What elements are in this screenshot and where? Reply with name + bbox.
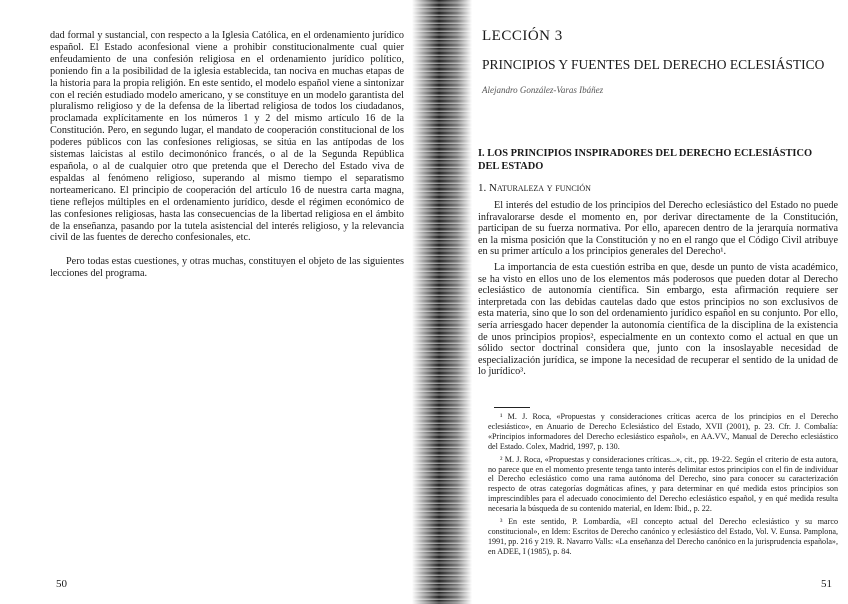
body-paragraph-1: El interés del estudio de los principios del Derecho eclesiástico del Estado no puede infravalorarse desde el momento en, por derivar directamente de la Constitución, participan de su fuerza normativa. Por ello, aparecen dentro de la jerarquía normativa en la misma posición que la Constitución y no en el rango que el Código Civil atribuye en su primer artículo a los principios generales del Derecho¹.	[478, 200, 838, 258]
body-paragraph-2: La importancia de esta cuestión estriba en que, desde un punto de vista académico, se ha visto en ellos uno de los elementos más poderosos que pueden dotar al Derecho eclesiástico de autonomía científica. Sin embargo, esta afirmación requiere ser interpretada con las debidas cautelas dado que estos principios no son exclusivos de esta materia, sino que lo son del ordenamiento jurídico español en su conjunto. Por ello, sería arriesgado hacer depender la autonomía científica de la disciplina de la existencia de unos principios propios², especialmente en un contexto como el actual en que un sólido sector doctrinal considera que, junto con la insoslayable necesidad de especialización jurídica, se impone la necesidad de recuperar el sentido de la unidad de lo jurídico³.	[478, 261, 838, 378]
right-body-text	[478, 200, 838, 378]
footnote-3: ³ En este sentido, P. Lombardía, «El concepto actual del Derecho eclesiástico y su marco constitucional», en Idem: Escritos de Derecho canónico y eclesiástico del Estado, Vol. V. Eunsa. Pamplona, 1991, pp. 216 y 219. R. Navarro Valls: «La enseñanza del Derecho canónico en la jurisprudencia española», en ADEE, I (1985), p. 84.	[488, 517, 838, 556]
lesson-title: LECCIÓN 3	[482, 28, 563, 44]
right-page-number: 51	[821, 578, 832, 590]
left-page-text	[50, 30, 404, 280]
subsection-heading	[478, 182, 591, 194]
author-name: Alejandro González-Varas Ibáñez	[482, 85, 604, 95]
right-page	[420, 0, 848, 604]
footnotes	[488, 412, 838, 560]
chapter-title: PRINCIPIOS Y FUENTES DEL DERECHO ECLESIÁSTICO	[482, 57, 825, 72]
left-page	[0, 0, 420, 604]
footnote-2: ² M. J. Roca, «Propuestas y consideraciones críticas...», cit., pp. 19-22. Según el criterio de esta autora, no parece que en el momento presente tenga tanto interés delimitar estos principios con el fin de individuar el Derecho eclesiástico como una rama autónoma del Derecho, sino para conocer su caracterización respecto de otras categorías dogmáticas afines, y para determinar en qué medida estos principios son imprescindibles para el adecuado conocimiento del Derecho eclesiástico español, y en qué medida resulta necesaria la búsqueda de su contenido material, en Idem: Ibid., p. 22.	[488, 454, 838, 514]
left-page-number: 50	[56, 578, 67, 590]
section-heading: I. LOS PRINCIPIOS INSPIRADORES DEL DERECHO ECLESIÁSTICO DEL ESTADO	[478, 148, 813, 172]
left-paragraph-2: Pero todas estas cuestiones, y otras muchas, constituyen el objeto de las siguientes lecciones del programa.	[50, 256, 404, 280]
left-paragraph-1: dad formal y sustancial, con respecto a la Iglesia Católica, en el ordenamiento jurídico español. El Estado aconfesional viene a prohibir constitucionalmente cual quier enfeudamiento de una confesión religiosa en el ordenamiento jurídico político, poniendo fin a la posibilidad de la iglesia establecida, tan nociva en muchas etapas de la historia para la propia religión. En este sentido, el modelo español viene a sintonizar con el recién estudiado modelo americano, y se constituye en un modelo garantista del pluralismo religioso y de la defensa de la libertad religiosa de todos los ciudadanos, proclamada explícitamente en los números 1 y 2 del mismo artículo 16 de la Constitución. Pero, en segundo lugar, el mandato de cooperación constitucional de los poderes públicos con las confesiones religiosas, se sitúa en las antípodas de los sistemas laicistas al estilo decimonónico francés, o al de la Segunda República española, o al de cualquier otro que pretenda que el Derecho del Estado viva de espaldas al fenómeno religioso, superando al mismo tiempo el separatismo norteamericano. El principio de cooperación del artículo 16 de nuestra carta magna, tiene reflejos múltiples en el ordenamiento jurídico, desde el régimen económico de las confesiones religiosas, hasta las consecuencias de la libertad religiosa en el ámbito de la enseñanza, pasando por la tutela asistencial del interés religioso, y la relevancia civil de las fuentes de derecho confesionales, etc.	[50, 30, 404, 244]
subsection-title: Naturaleza y función	[489, 182, 591, 194]
subsection-number: 1.	[478, 182, 487, 194]
footnote-divider	[494, 407, 530, 408]
footnote-1: ¹ M. J. Roca, «Propuestas y consideraciones críticas acerca de los principios en el Derecho eclesiástico», en Anuario de Derecho Eclesiástico del Estado, XVII (2001), p. 23. Cfr. J. Combalía: «Principios informadores del Derecho eclesiástico español», en AA.VV., Manual de Derecho eclesiástico del Estado. Colex, Madrid, 1997, p. 130.	[488, 412, 838, 451]
book-spine-shadow	[412, 0, 472, 604]
